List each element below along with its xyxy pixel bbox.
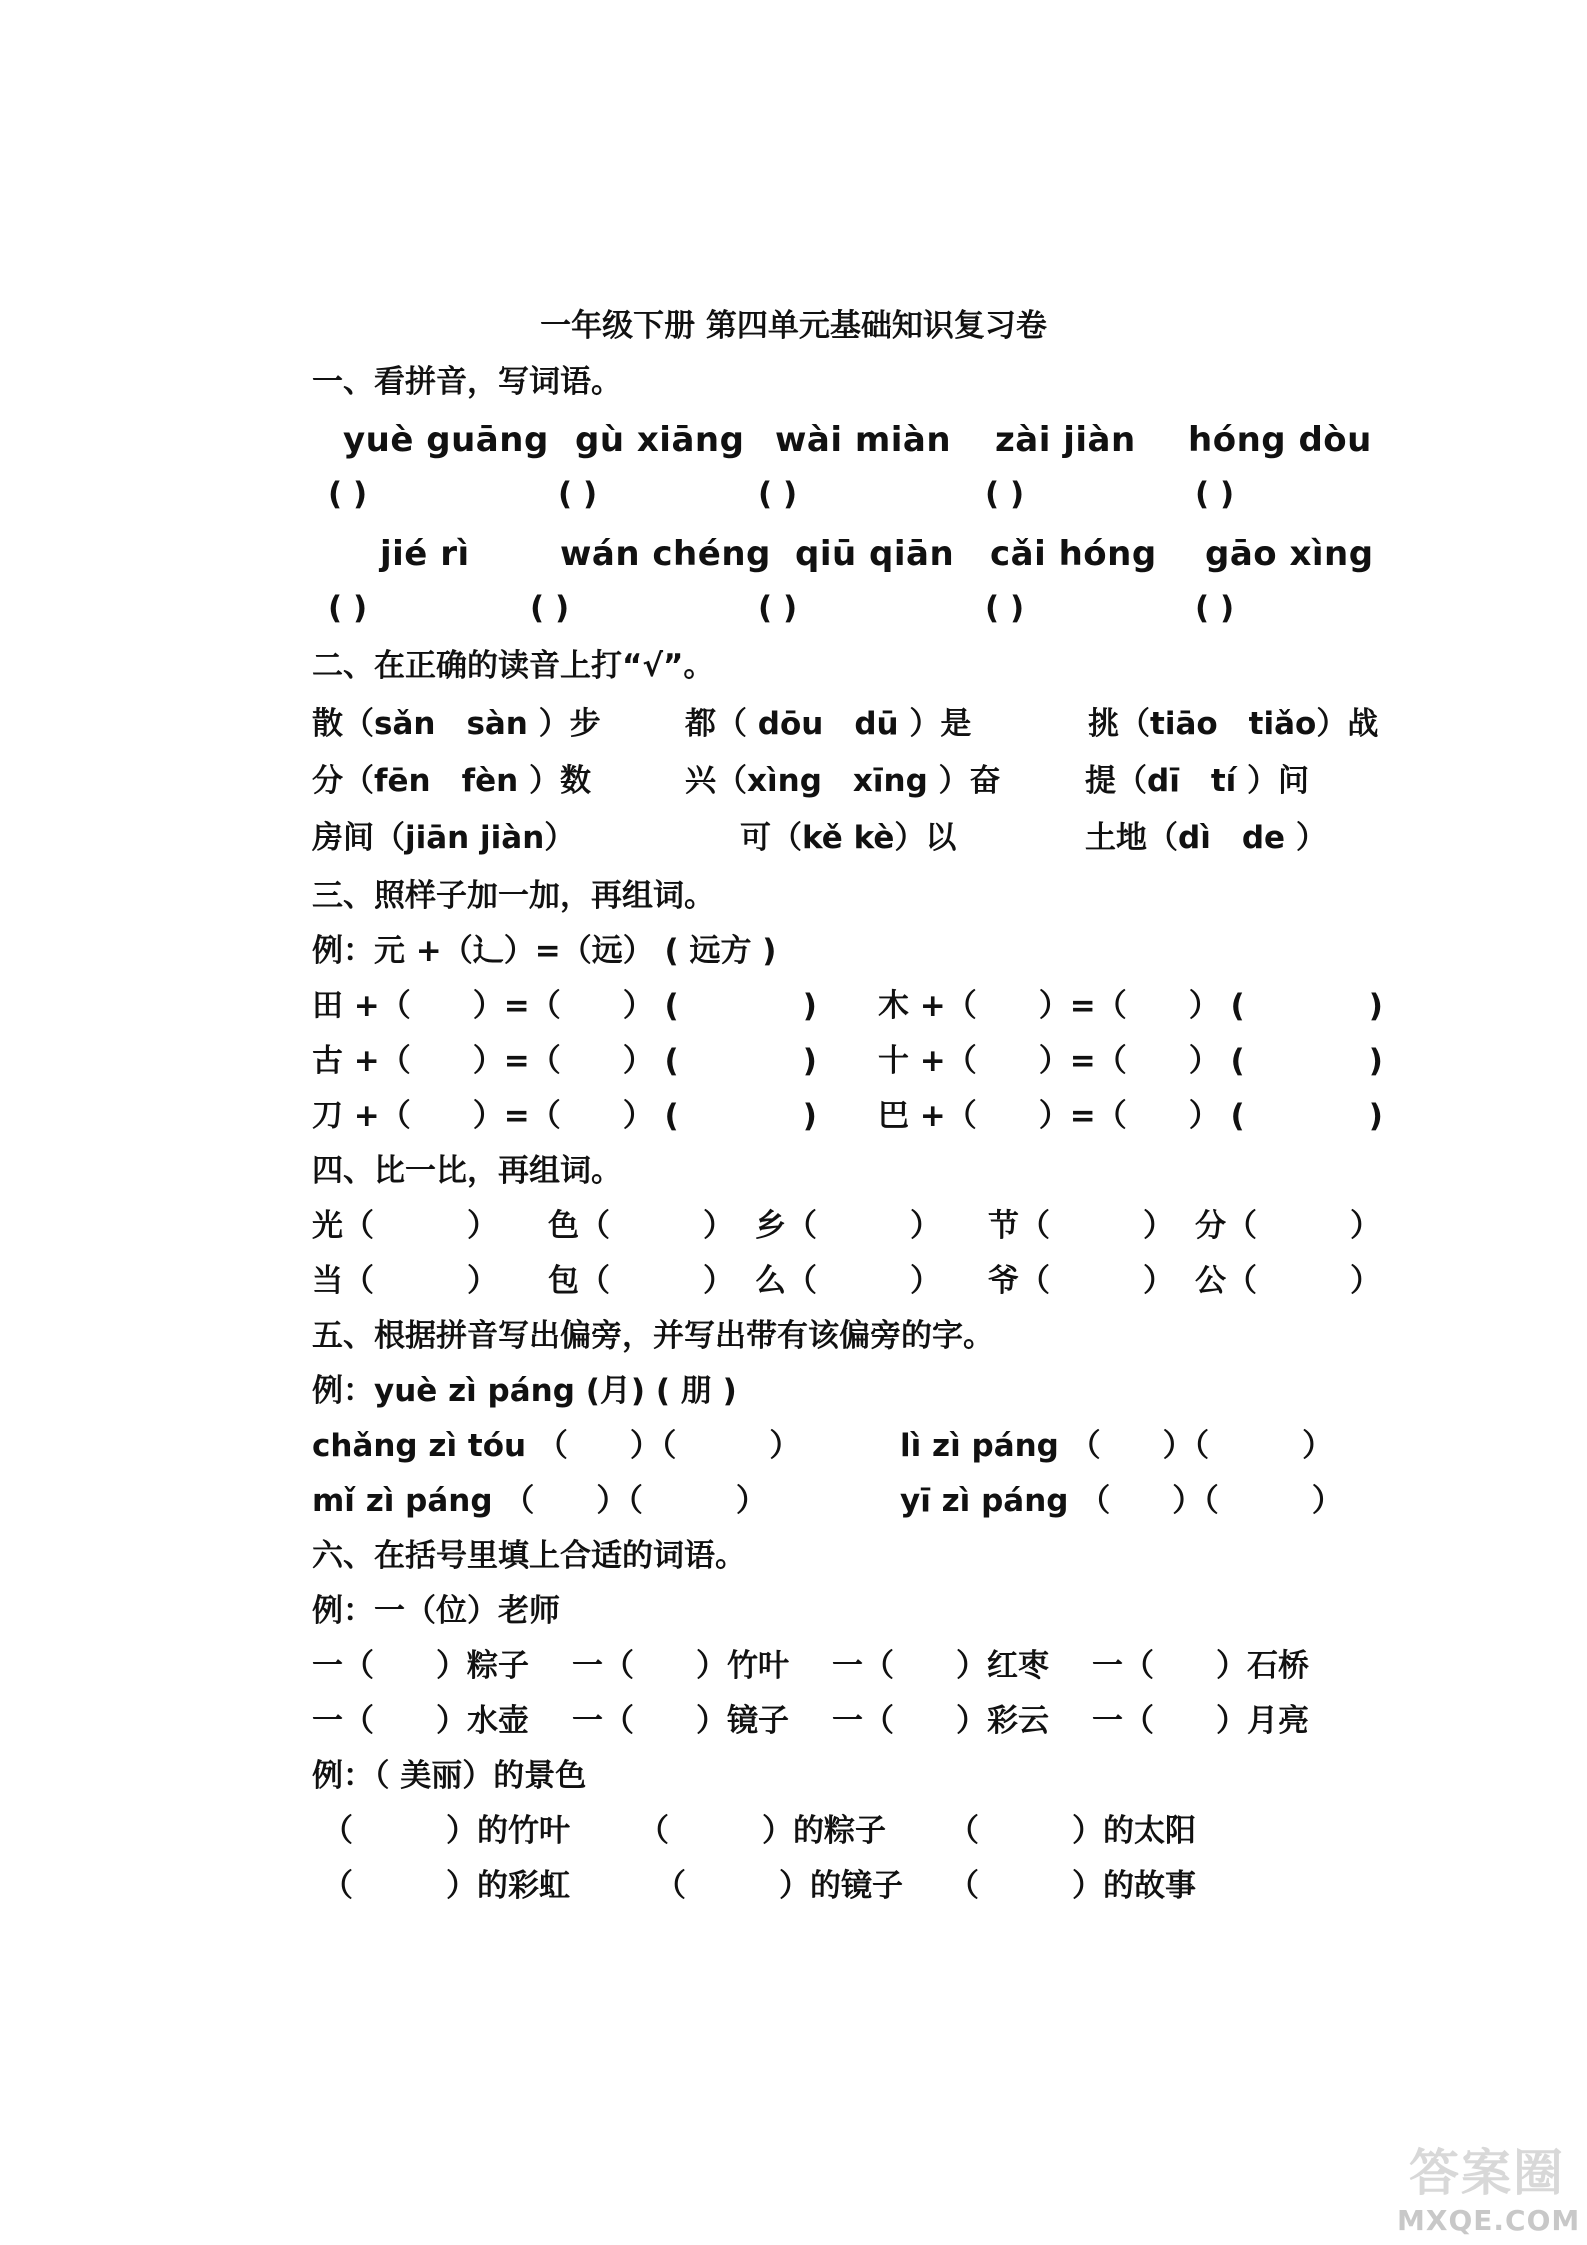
- adjective-item[interactable]: （ ）的太阳: [948, 1813, 1196, 1849]
- compare-row-1: [0, 1200, 1587, 1252]
- answer-blank[interactable]: ( ): [1195, 476, 1235, 512]
- page-title: 一年级下册 第四单元基础知识复习卷: [540, 308, 1047, 344]
- compare-item[interactable]: 包（ ）: [548, 1263, 734, 1299]
- compare-item[interactable]: 公（ ）: [1195, 1263, 1381, 1299]
- compare-item[interactable]: 爷（ ）: [988, 1263, 1174, 1299]
- pronunciation-item[interactable]: 都（ dōu dū ）是: [685, 706, 972, 742]
- pronunciation-item[interactable]: 散（sǎn sàn ）步: [312, 706, 601, 742]
- pronunciation-item[interactable]: 土地（dì de ）: [1085, 820, 1327, 856]
- pronunciation-row-1: [0, 698, 1587, 750]
- pinyin-item: zài jiàn: [995, 420, 1136, 460]
- measure-item[interactable]: 一（ ）月亮: [1092, 1703, 1309, 1739]
- compose-row-2: [0, 1035, 1587, 1087]
- watermark-logo-text: 答案圈: [1409, 2144, 1565, 2202]
- compose-item[interactable]: 刀 +（ ）=（ ） ( ): [312, 1098, 817, 1134]
- answer-blank[interactable]: ( ): [985, 590, 1025, 626]
- measure-item[interactable]: 一（ ）粽子: [312, 1648, 529, 1684]
- section-4-heading: 四、比一比，再组词。: [312, 1153, 622, 1189]
- pinyin-row-2: [0, 528, 1587, 580]
- pinyin-row-1: [0, 414, 1587, 466]
- measure-item[interactable]: 一（ ）红枣: [832, 1648, 1049, 1684]
- adjective-item[interactable]: （ ）的彩虹: [322, 1868, 570, 1904]
- compose-item[interactable]: 十 +（ ）=（ ） ( ): [878, 1043, 1383, 1079]
- measure-row-2: [0, 1695, 1587, 1747]
- pinyin-item: gāo xìng: [1205, 534, 1374, 574]
- compose-row-1: [0, 980, 1587, 1032]
- measure-item[interactable]: 一（ ）石桥: [1092, 1648, 1309, 1684]
- section-3-example: 例：元 +（辶）=（远） ( 远方 ): [312, 933, 777, 969]
- measure-row-1: [0, 1640, 1587, 1692]
- section-6-example-2: 例：（ 美丽）的景色: [312, 1758, 587, 1794]
- pinyin-item: wài miàn: [775, 420, 952, 460]
- compare-item[interactable]: 当（ ）: [312, 1263, 498, 1299]
- answer-blank[interactable]: ( ): [328, 476, 368, 512]
- section-2-heading: 二、在正确的读音上打“√”。: [312, 648, 715, 684]
- compose-item[interactable]: 田 +（ ）=（ ） ( ): [312, 988, 817, 1024]
- pinyin-item: cǎi hóng: [990, 534, 1157, 574]
- radical-item[interactable]: chǎng zì tóu （ ）（ ）: [312, 1428, 801, 1464]
- compare-item[interactable]: 乡（ ）: [755, 1208, 941, 1244]
- pronunciation-item[interactable]: 兴（xìng xīng ）奋: [685, 763, 1001, 799]
- watermark-url: MXQE.COM: [1397, 2204, 1581, 2237]
- section-5-heading: 五、根据拼音写出偏旁，并写出带有该偏旁的字。: [312, 1318, 994, 1354]
- compare-item[interactable]: 节（ ）: [988, 1208, 1174, 1244]
- radical-item[interactable]: yī zì páng （ ）（ ）: [900, 1483, 1343, 1519]
- pronunciation-item[interactable]: 可（kě kè）以: [740, 820, 957, 856]
- section-6-example-1: 例：一（位）老师: [312, 1593, 560, 1629]
- compare-item[interactable]: 光（ ）: [312, 1208, 498, 1244]
- answer-blank[interactable]: ( ): [985, 476, 1025, 512]
- section-5-example: 例：yuè zì páng (月) ( 朋 ): [312, 1373, 737, 1409]
- answer-row-1: [0, 468, 1587, 520]
- compose-item[interactable]: 古 +（ ）=（ ） ( ): [312, 1043, 817, 1079]
- measure-item[interactable]: 一（ ）镜子: [572, 1703, 789, 1739]
- pinyin-item: qiū qiān: [795, 534, 955, 574]
- section-6-heading: 六、在括号里填上合适的词语。: [312, 1538, 746, 1574]
- radical-item[interactable]: mǐ zì páng （ ）（ ）: [312, 1483, 767, 1519]
- pronunciation-row-3: [0, 812, 1587, 864]
- adjective-row-1: [0, 1805, 1587, 1857]
- radical-row-1: [0, 1420, 1587, 1472]
- watermark-logo: [1397, 2143, 1581, 2243]
- pronunciation-item[interactable]: 分（fēn fèn ）数: [312, 763, 591, 799]
- radical-item[interactable]: lì zì páng （ ）（ ）: [900, 1428, 1334, 1464]
- compose-item[interactable]: 木 +（ ）=（ ） ( ): [878, 988, 1383, 1024]
- answer-row-2: [0, 582, 1587, 634]
- section-1-heading: 一、看拼音，写词语。: [312, 364, 622, 400]
- answer-blank[interactable]: ( ): [1195, 590, 1235, 626]
- compare-item[interactable]: 色（ ）: [548, 1208, 734, 1244]
- adjective-row-2: [0, 1860, 1587, 1912]
- compose-item[interactable]: 巴 +（ ）=（ ） ( ): [878, 1098, 1383, 1134]
- pronunciation-item[interactable]: 提（dī tí ）问: [1085, 763, 1310, 799]
- adjective-item[interactable]: （ ）的故事: [948, 1868, 1196, 1904]
- pronunciation-item[interactable]: 挑（tiāo tiǎo）战: [1088, 706, 1379, 742]
- adjective-item[interactable]: （ ）的竹叶: [322, 1813, 570, 1849]
- section-3-heading: 三、照样子加一加，再组词。: [312, 878, 715, 914]
- compare-row-2: [0, 1255, 1587, 1307]
- answer-blank[interactable]: ( ): [558, 476, 598, 512]
- pinyin-item: gù xiāng: [575, 420, 745, 460]
- answer-blank[interactable]: ( ): [328, 590, 368, 626]
- answer-blank[interactable]: ( ): [758, 590, 798, 626]
- pinyin-item: yuè guāng: [343, 420, 549, 460]
- pronunciation-item[interactable]: 房间（jiān jiàn）: [312, 820, 576, 856]
- adjective-item[interactable]: （ ）的镜子: [655, 1868, 903, 1904]
- adjective-item[interactable]: （ ）的粽子: [638, 1813, 886, 1849]
- pinyin-item: wán chéng: [560, 534, 771, 574]
- measure-item[interactable]: 一（ ）彩云: [832, 1703, 1049, 1739]
- measure-item[interactable]: 一（ ）竹叶: [572, 1648, 789, 1684]
- compare-item[interactable]: 么（ ）: [755, 1263, 941, 1299]
- answer-blank[interactable]: ( ): [758, 476, 798, 512]
- radical-row-2: [0, 1475, 1587, 1527]
- compare-item[interactable]: 分（ ）: [1195, 1208, 1381, 1244]
- answer-blank[interactable]: ( ): [530, 590, 570, 626]
- measure-item[interactable]: 一（ ）水壶: [312, 1703, 529, 1739]
- pinyin-item: jié rì: [380, 534, 470, 574]
- compose-row-3: [0, 1090, 1587, 1142]
- pinyin-item: hóng dòu: [1188, 420, 1372, 460]
- pronunciation-row-2: [0, 755, 1587, 807]
